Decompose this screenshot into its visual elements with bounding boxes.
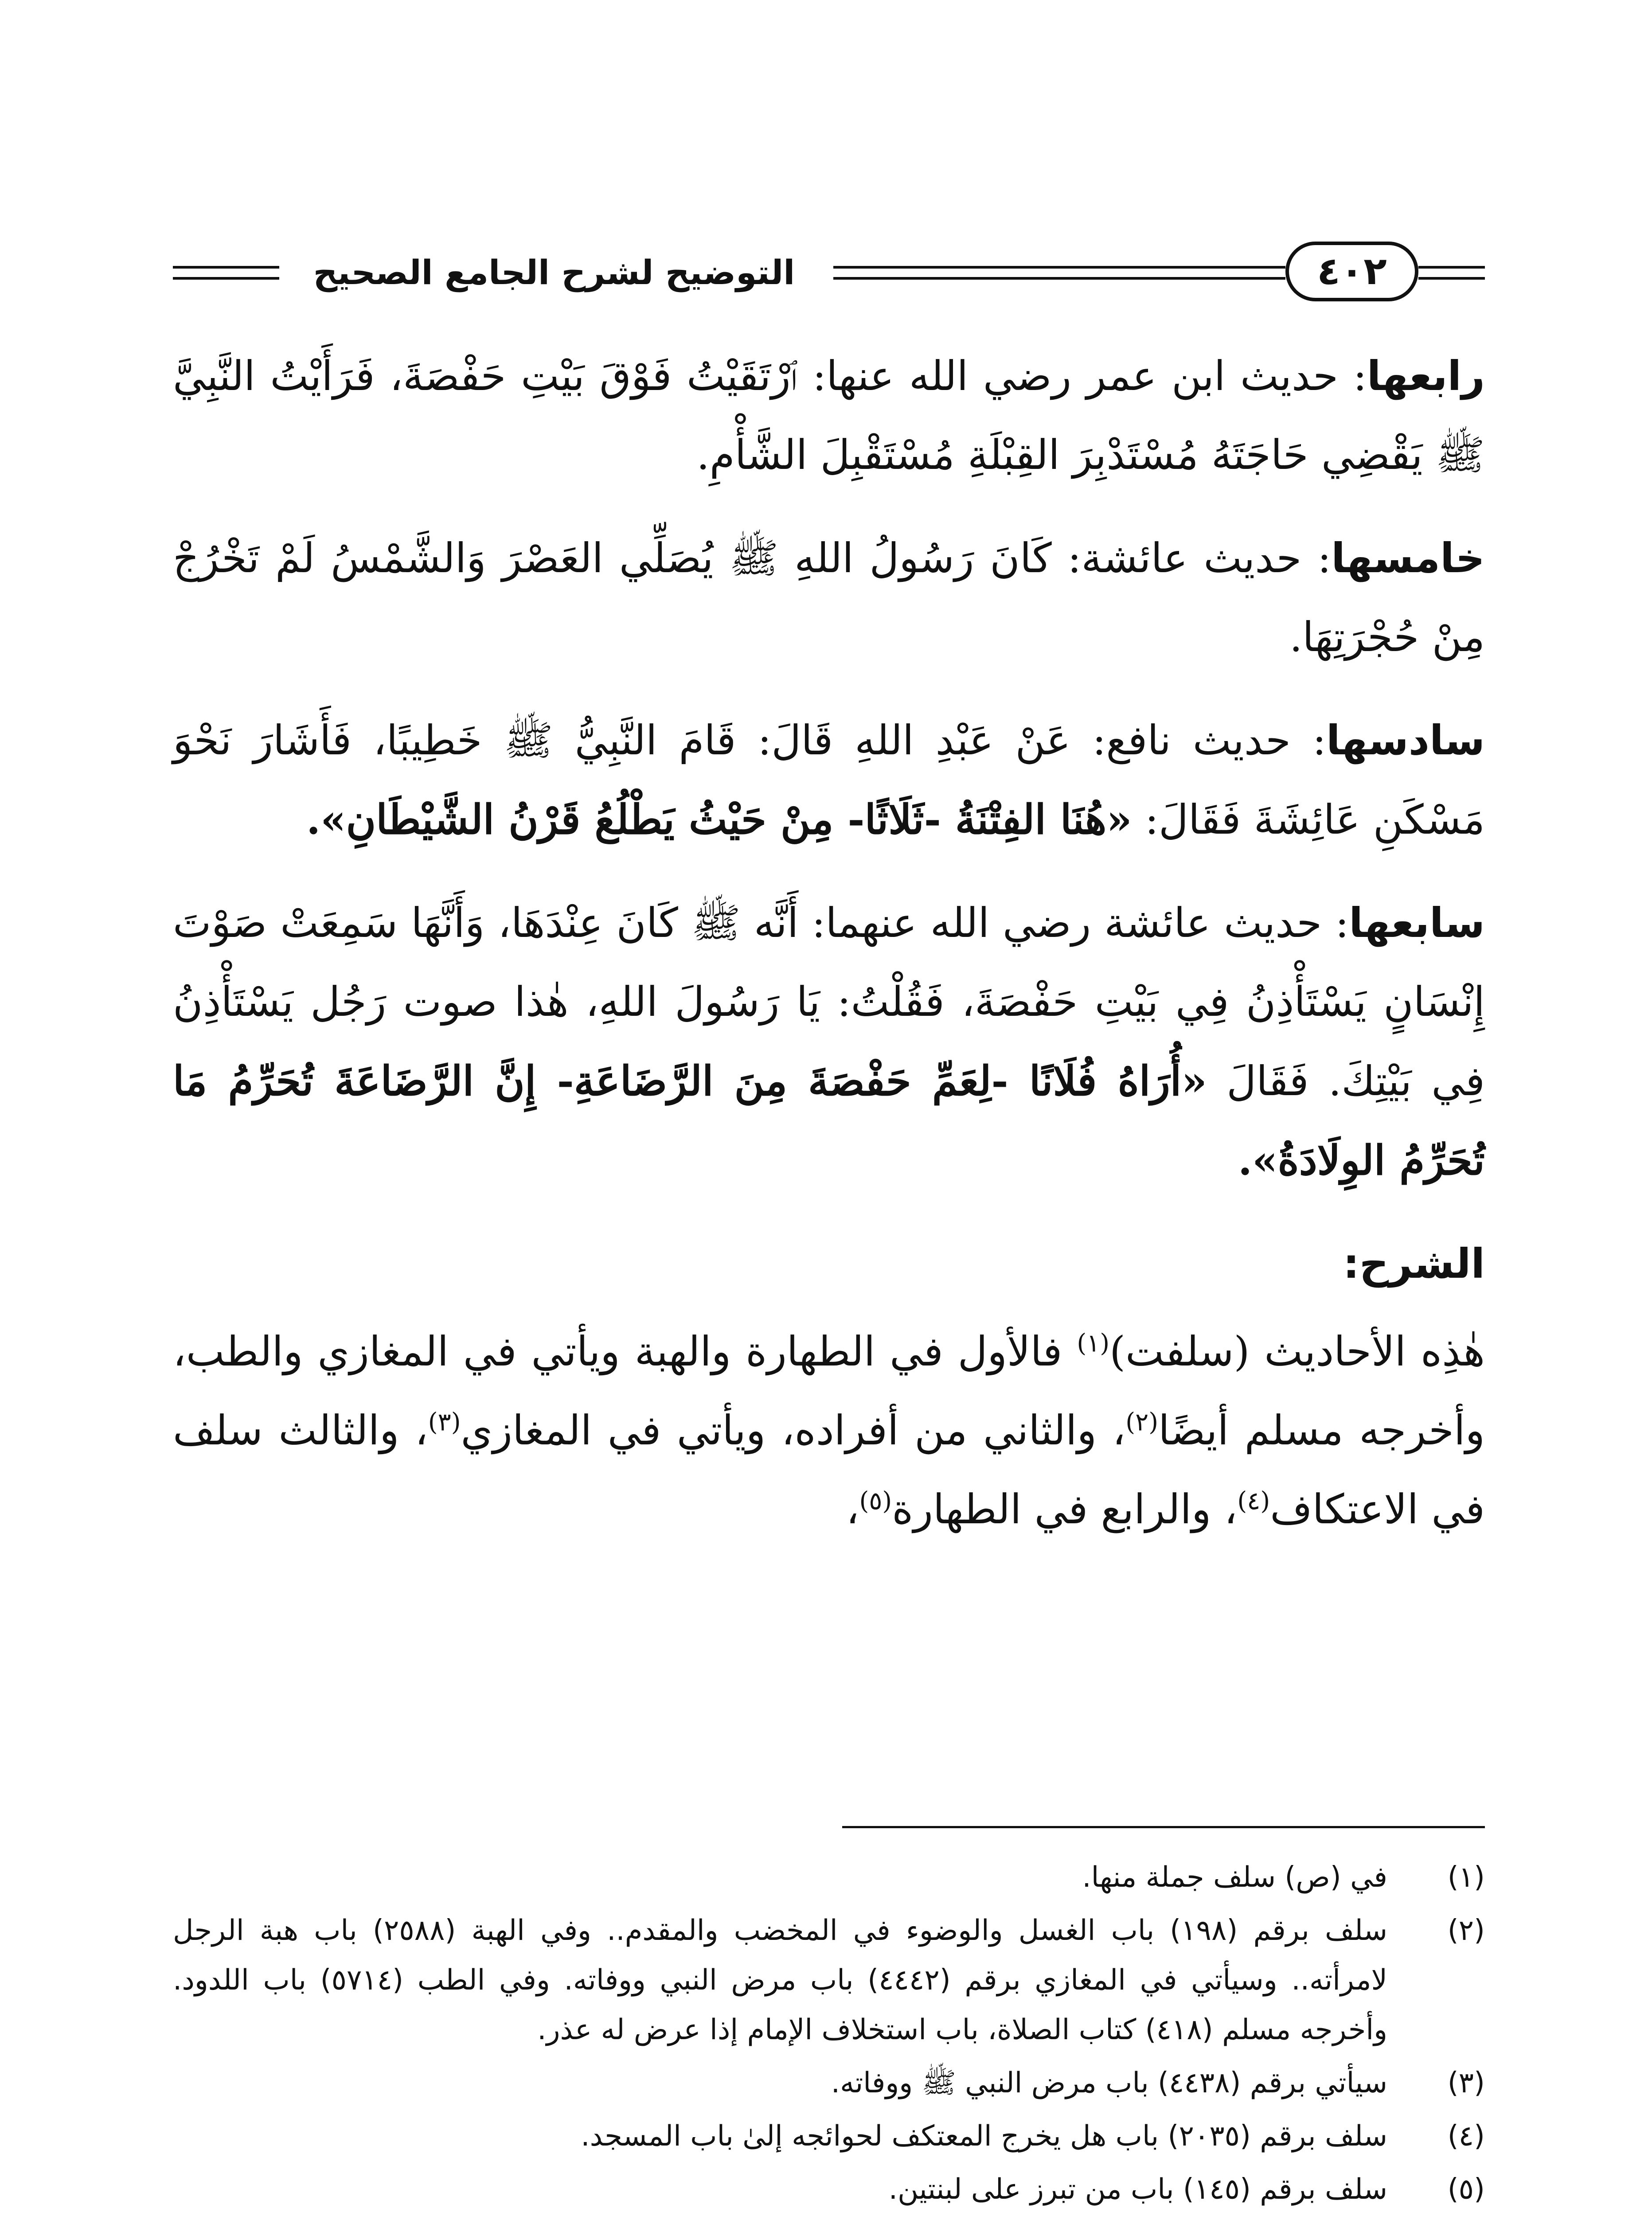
header-rule-left-top [173,266,279,269]
hadith-quote: «هُنَا الفِتْنَةُ -ثَلَاثًا- مِنْ حَيْثُ يَطْلُعُ قَرْنُ الشَّيْطَانِ». [306,796,1132,843]
footnote-number: (٤) [1447,2120,1485,2153]
sharh-paragraph [173,1312,1485,1549]
footnote-ref-2[interactable]: (٢) [1125,1408,1159,1437]
footnotes [173,1853,1485,2216]
footnote-number: (٢) [1447,1914,1485,1947]
footnote-3 [173,2058,1485,2108]
footnote-number: (٣) [1447,2067,1485,2099]
header-rule-right-top [1418,266,1485,269]
footnote-ref-4[interactable]: (٤) [1237,1486,1270,1516]
footnote-ref-5[interactable]: (٥) [859,1486,892,1516]
footnote-text: سلف برقم (١٤٥) باب من تبرز على لبنتين. [888,2173,1387,2206]
main-text [173,337,1485,1573]
footnote-2 [173,1906,1485,2055]
page-number: ٤٠٢ [1285,242,1418,301]
paragraph-text: : حديث عائشة رضي الله عنهما: أَنَّه ﷺ كَانَ عِنْدَهَا، وَأَنَّهَا سَمِعَتْ صَوْتَ إِنْسَانٍ يَسْتَأْذِنُ فِي بَيْتِ حَفْصَةَ، فَقُلْتُ: يَا رَسُولَ اللهِ، هٰذا صوت رَجُل يَسْتَأْذِنُ فِي بَيْتِكَ. فَقَالَ [173,899,1485,1105]
footnote-1 [173,1853,1485,1902]
paragraph-lead: سابعها [1349,899,1485,947]
paragraph-lead: رابعها [1367,352,1485,400]
paragraph-sadisuha [173,701,1485,859]
sharh-text: هٰذِه الأحاديث (سلفت) [1109,1328,1485,1375]
sharh-text: فالأول في الطهارة والهبة ويأتي في المغازي والطب، وأخرجه مسلم أيضًا [173,1328,1485,1454]
running-title: التوضيح لشرح الجامع الصحيح [313,253,795,292]
paragraph-sabiuha [173,884,1485,1200]
header-rule-middle-bottom [833,277,1285,280]
sharh-text: ، والثاني من أفراده، ويأتي في المغازي [461,1407,1126,1454]
paragraph-text: : حديث عائشة: كَانَ رَسُولُ اللهِ ﷺ يُصَلِّي العَصْرَ وَالشَّمْسُ لَمْ تَخْرُجْ مِنْ حُجْرَتِهَا. [173,534,1485,661]
footnote-text: سلف برقم (٢٠٣٥) باب هل يخرج المعتكف لحوائجه إلىٰ باب المسجد. [581,2120,1387,2153]
header-rule-middle-top [833,266,1285,269]
footnote-ref-1[interactable]: (١) [1077,1329,1110,1358]
paragraph-text: : حديث ابن عمر رضي الله عنها: ٱرْتَقَيْتُ فَوْقَ بَيْتِ حَفْصَةَ، فَرَأَيْتُ النَّبِيَّ ﷺ يَقْضِي حَاجَتَهُ مُسْتَدْبِرَ القِبْلَةِ مُسْتَقْبِلَ الشَّأْمِ. [173,352,1485,479]
sharh-text: ، والرابع في الطهارة [892,1486,1238,1533]
header-rule-right-bottom [1418,277,1485,280]
footnote-4 [173,2111,1485,2161]
footnote-text: سلف برقم (١٩٨) باب الغسل والوضوء في المخضب والمقدم.. وفي الهبة (٢٥٨٨) باب هبة الرجل لامرأته.. وسيأتي في المغازي برقم (٤٤٤٢) باب مرض النبي ووفاته. وفي الطب (٥٧١٤) باب اللدود. وأخرجه مسلم (٤١٨) كتاب الصلاة، باب استخلاف الإمام إذا عرض له عذر. [173,1914,1388,2046]
sharh-text: ، [846,1486,859,1533]
footnote-number: (٥) [1447,2173,1485,2206]
paragraph-rabiuha [173,337,1485,495]
paragraph-text: : حديث نافع: عَنْ عَبْدِ اللهِ قَالَ: قَامَ النَّبِيُّ ﷺ خَطِيبًا، فَأَشَارَ نَحْوَ مَسْكَنِ عَائِشَةَ فَقَالَ: [173,717,1485,843]
footnote-5 [173,2165,1485,2214]
paragraph-lead: خامسها [1331,534,1485,582]
footnote-separator [842,1826,1485,1828]
paragraph-khamisuha [173,519,1485,677]
footnote-text: سيأتي برقم (٤٤٣٨) باب مرض النبي ﷺ ووفاته. [831,2067,1387,2099]
sharh-text: ، والثالث سلف في الاعتكاف [173,1407,1485,1533]
footnote-number: (١) [1447,1861,1485,1894]
paragraph-lead: سادسها [1326,717,1485,764]
hadith-quote: «أُرَاهُ فُلَانًا -لِعَمِّ حَفْصَةَ مِنَ الرَّضَاعَةِ- إِنَّ الرَّضَاعَةَ تُحَرِّمُ مَا تُحَرِّمُ الوِلَادَةُ». [173,1057,1485,1184]
footnote-text: في (ص) سلف جملة منها. [1082,1861,1387,1894]
footnote-ref-3[interactable]: (٣) [428,1408,461,1437]
sharh-heading: الشرح: [1343,1240,1485,1287]
header-rule-left-bottom [173,277,279,280]
